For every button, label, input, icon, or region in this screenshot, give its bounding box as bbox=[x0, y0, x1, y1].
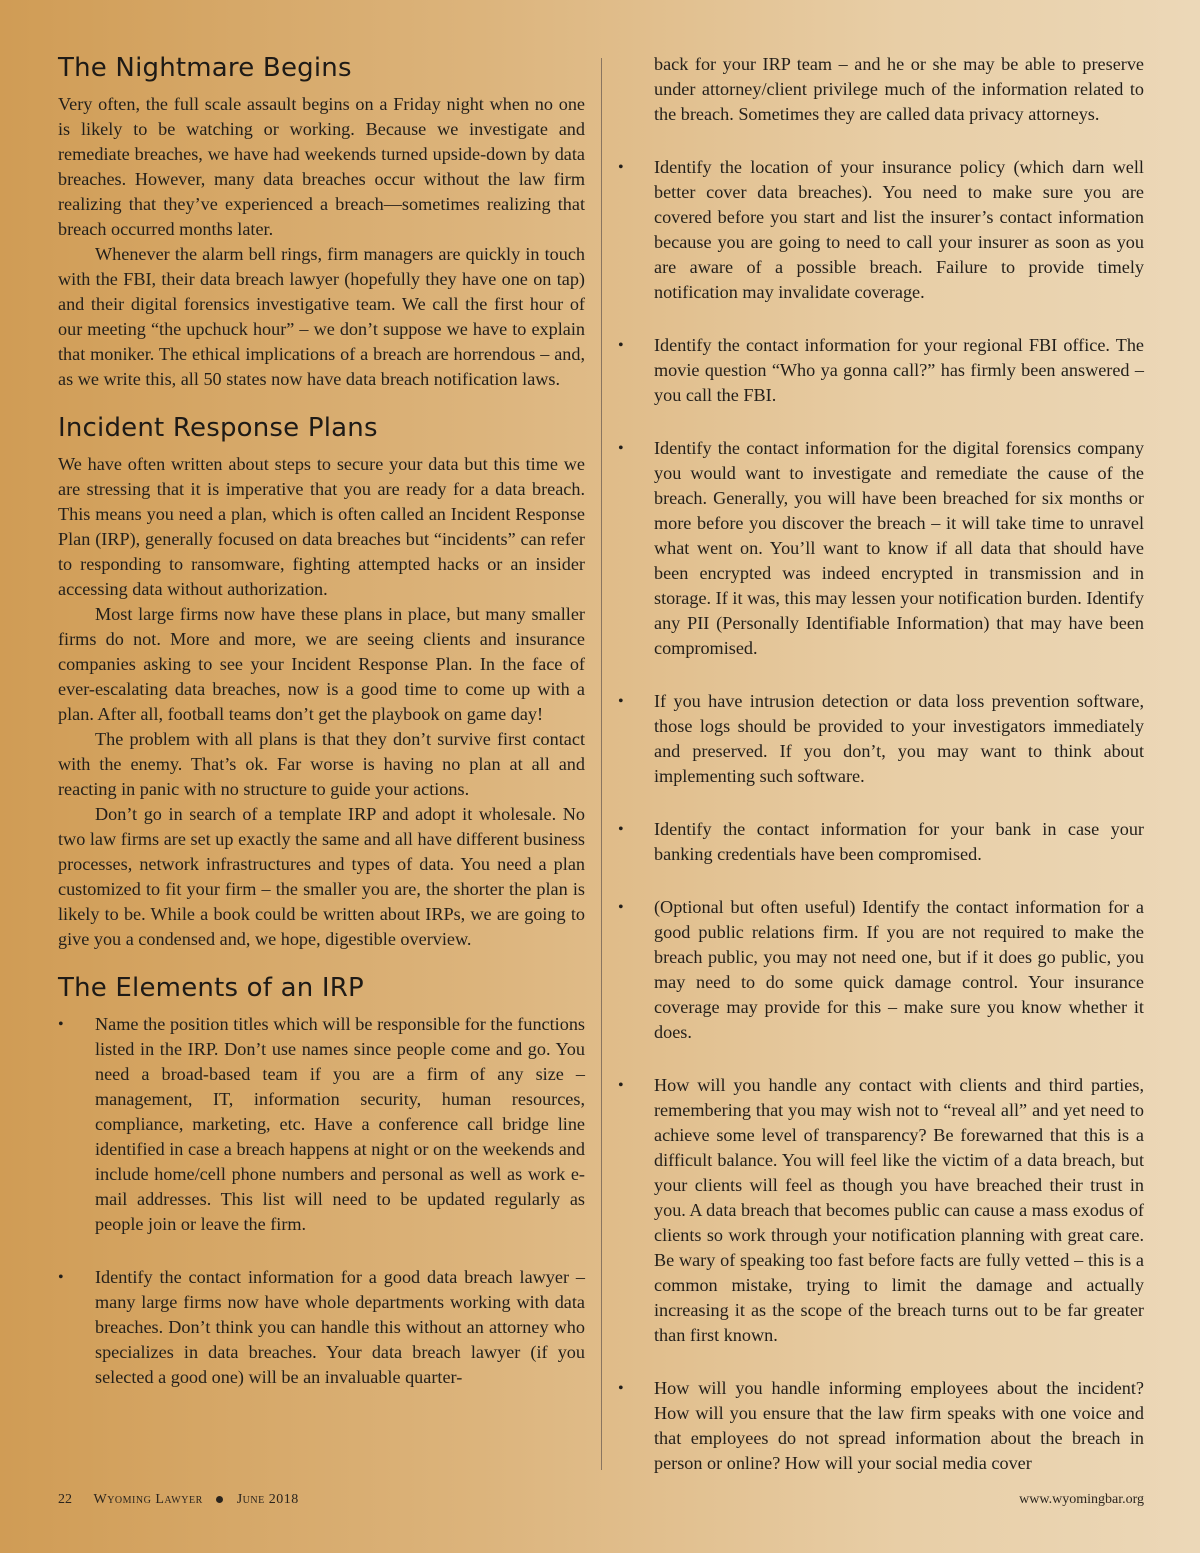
bullet-icon: • bbox=[618, 1077, 624, 1094]
column-divider bbox=[601, 58, 602, 1470]
list-item bbox=[618, 689, 1144, 789]
bullet-list bbox=[618, 155, 1144, 1476]
bullet-icon: • bbox=[618, 693, 624, 710]
page-number: 22 bbox=[58, 1492, 72, 1507]
list-item bbox=[618, 155, 1144, 305]
bullet-icon: • bbox=[618, 1380, 624, 1397]
list-item bbox=[618, 333, 1144, 408]
heading-elements-of-irp: The Elements of an IRP bbox=[58, 973, 364, 1003]
list-item bbox=[58, 1265, 585, 1390]
paragraph: Very often, the full scale assault begins on a Friday night when no one is likely to be watching or working. Because we investigate and remediate breaches, we have had weekends turned upside-down by data breaches. However, many data breaches occur without the law firm realizing that they’ve experienced a breach—sometimes realizing that breach occurred months later. bbox=[58, 94, 585, 239]
list-item-text: Identify the location of your insurance policy (which darn well better cover data breaches). You need to make sure you are covered before you start and list the insurer’s contact information because you are going to need to call your insurer as soon as you are aware of a possible breach. Failure to provide timely notification may invalidate coverage. bbox=[654, 157, 1144, 302]
section-nightmare-begins bbox=[58, 50, 585, 392]
paragraph: We have often written about steps to secure your data but this time we are stressing that it is imperative that you are ready for a data breach. This means you need a plan, which is often called an Incident Response Plan (IRP), generally focused on data breaches but “incidents” can refer to responding to ransomware, fighting attempted hacks or an insider accessing data without authorization. bbox=[58, 454, 585, 599]
left-column bbox=[58, 50, 585, 1418]
list-item bbox=[58, 1012, 585, 1237]
bullet-icon: • bbox=[618, 821, 624, 838]
list-item-text: How will you handle informing employees about the incident? How will you ensure that the law firm speaks with one voice and that employees do not spread information about the breach in person or online? How will your social media cover bbox=[654, 1378, 1144, 1473]
list-item bbox=[618, 1073, 1144, 1348]
list-item bbox=[618, 436, 1144, 661]
bullet-icon: • bbox=[618, 440, 624, 457]
list-item-text: Identify the contact information for the digital forensics company you would want to investigate and remediate the cause of the breach. Generally, you will have been breached for six months or more before you discover the breach – it will take time to unravel what went on. You’ll want to know if all data that should have been encrypted was indeed encrypted in transmission and in storage. If it was, this may lessen your notification burden. Identify any PII (Personally Identifiable Information) that may have been compromised. bbox=[654, 438, 1144, 658]
footer-left bbox=[58, 1492, 299, 1508]
list-item bbox=[618, 1376, 1144, 1476]
issue-date: June 2018 bbox=[236, 1492, 299, 1507]
bullet-list bbox=[58, 1012, 585, 1390]
list-item bbox=[618, 817, 1144, 867]
bullet-icon: • bbox=[618, 899, 624, 916]
list-item-text: Name the position titles which will be responsible for the functions listed in the IRP. Don’t use names since people come and go. You need a broad-based team if you are a firm of any size – management, IT, information security, human resources, compliance, marketing, etc. Have a conference call bridge line identified in case a breach happens at night or on the weekends and include home/cell phone numbers and personal as well as work e-mail addresses. This list will need to be updated regularly as people join or leave the firm. bbox=[95, 1014, 585, 1234]
continued-list-item-text: back for your IRP team – and he or she may be able to preserve under attorney/client privilege much of the information related to the breach. Sometimes they are called data privacy attorneys. bbox=[654, 54, 1144, 124]
bullet-icon: • bbox=[58, 1016, 64, 1033]
heading-nightmare-begins: The Nightmare Begins bbox=[58, 53, 352, 83]
list-item-text: (Optional but often useful) Identify the contact information for a good public relations firm. If you are not required to make the breach public, you may not need one, but if it does go public, you may need to do some quick damage control. Your insurance coverage may provide for this – make sure you know whether it does. bbox=[654, 897, 1144, 1042]
bullet-icon: • bbox=[58, 1269, 64, 1286]
right-column bbox=[618, 52, 1144, 1504]
heading-incident-response-plans: Incident Response Plans bbox=[58, 413, 378, 443]
paragraph: Whenever the alarm bell rings, firm managers are quickly in touch with the FBI, their data breach lawyer (hopefully they have one on tap) and their digital forensics investigative team. We call the first hour of our meeting “the upchuck hour” – we don’t suppose we have to explain that moniker. The ethical implications of a breach are horrendous – and, as we write this, all 50 states now have data breach notification laws. bbox=[58, 244, 585, 389]
list-item-text: Identify the contact information for your bank in case your banking credentials have been compromised. bbox=[654, 819, 1144, 864]
footer-website: www.wyomingbar.org bbox=[1019, 1492, 1144, 1507]
section-elements-of-irp bbox=[58, 970, 585, 1390]
bullet-icon: • bbox=[618, 337, 624, 354]
paragraph: Don’t go in search of a template IRP and adopt it wholesale. No two law firms are set up exactly the same and all have different business processes, network infrastructures and types of data. You need a plan customized to fit your firm – the smaller you are, the shorter the plan is likely to be. While a book could be written about IRPs, we are going to give you a condensed and, we hope, digestible overview. bbox=[58, 804, 585, 949]
list-item-text: How will you handle any contact with clients and third parties, remembering that you may wish not to “reveal all” and yet need to achieve some level of transparency? Be forewarned that this is a difficult balance. You will feel like the victim of a data breach, but your clients will feel as though you have breached their trust in you. A data breach that becomes public can cause a mass exodus of clients so work through your notification planning with great care. Be wary of speaking too fast before facts are fully vetted – this is a common mistake, trying to limit the damage and actually increasing it as the scope of the breach turns out to be far greater than first known. bbox=[654, 1075, 1144, 1345]
list-item-text: If you have intrusion detection or data loss prevention software, those logs should be provided to your investigators immediately and preserved. If you don’t, you may want to think about implementing such software. bbox=[654, 691, 1144, 786]
publication-name: Wyoming Lawyer bbox=[93, 1492, 203, 1507]
list-item-text: Identify the contact information for your regional FBI office. The movie question “Who ya gonna call?” has firmly been answered – you call the FBI. bbox=[654, 335, 1144, 405]
separator-dot-icon bbox=[216, 1496, 223, 1503]
section-incident-response-plans bbox=[58, 410, 585, 952]
bullet-icon: • bbox=[618, 159, 624, 176]
list-item bbox=[618, 895, 1144, 1045]
paragraph: The problem with all plans is that they don’t survive first contact with the enemy. That’s ok. Far worse is having no plan at all and reacting in panic with no structure to guide your actions. bbox=[58, 729, 585, 799]
list-item-text: Identify the contact information for a good data breach lawyer – many large firms now have whole departments working with data breaches. Don’t think you can handle this without an attorney who specializes in data breaches. Your data breach lawyer (if you selected a good one) will be an invaluable quarter- bbox=[95, 1267, 585, 1387]
paragraph: Most large firms now have these plans in place, but many smaller firms do not. More and more, we are seeing clients and insurance companies asking to see your Incident Response Plan. In the face of ever-escalating data breaches, now is a good time to come up with a plan. After all, football teams don’t get the playbook on game day! bbox=[58, 604, 585, 724]
